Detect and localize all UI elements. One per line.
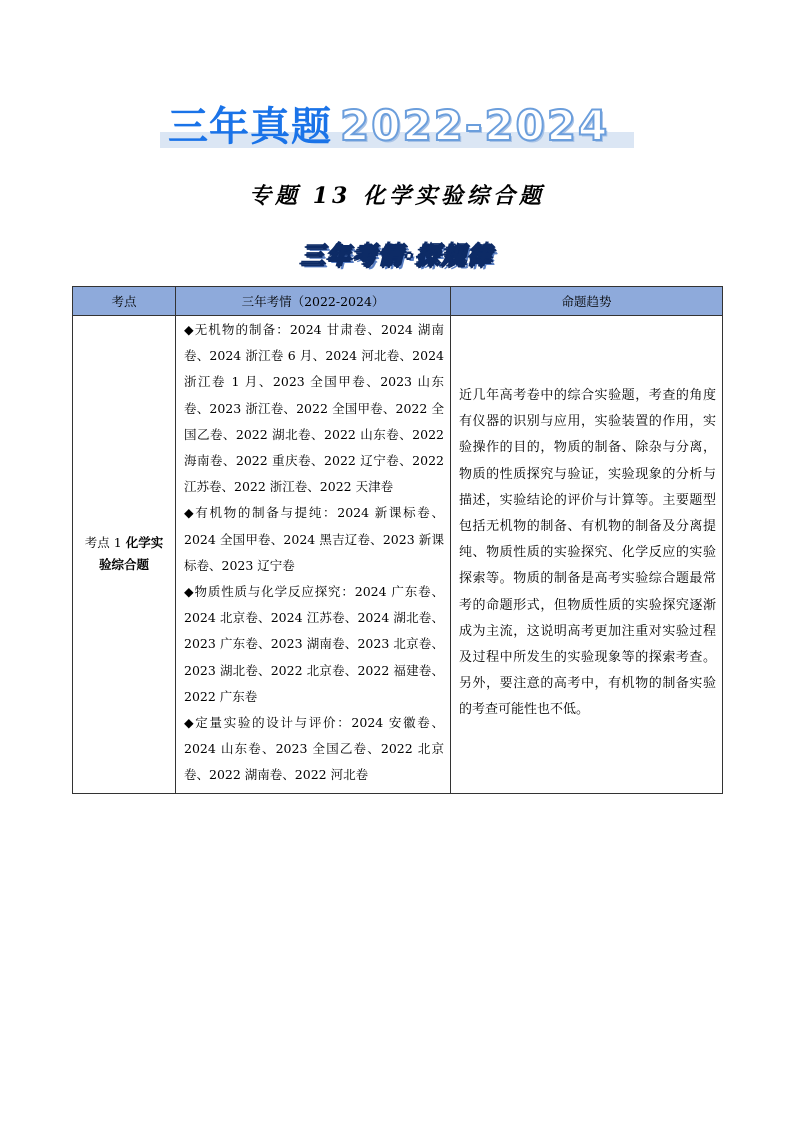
trend-cell: 近几年高考卷中的综合实验题，考查的角度有仪器的识别与应用，实验装置的作用，实验操作的目的，物质的制备、除杂与分离，物质的性质探究与验证，实验现象的分析与描述，实验结论的评价与计算等。主要题型包括无机物的制备、有机物的制备及分离提纯、物质性质的实验探究、化学反应的实验探索等。物质的制备是高考实验综合题最常考的命题形式，但物质性质的实验探究逐渐成为主流，这说明高考更加注重对实验过程及过程中所发生的实验现象等的探索考查。另外，要注意的高考中，有机物的制备实验的考查可能性也不低。 (451, 316, 723, 794)
kaodian-cell (73, 316, 176, 794)
situation-item-quantitative: ◆定量实验的设计与评价：2024 安徽卷、2024 山东卷、2023 全国乙卷、2022 北京卷、2022 湖南卷、2022 河北卷 (184, 715, 444, 783)
exam-analysis-table (72, 286, 723, 794)
situation-item-property: ◆物质性质与化学反应探究：2024 广东卷、2024 北京卷、2024 江苏卷、2024 湖北卷、2023 广东卷、2023 湖南卷、2023 北京卷、2023 湖北卷、2022 北京卷、2022 福建卷、2022 广东卷 (184, 584, 444, 704)
header-kaodian: 考点 (73, 287, 176, 316)
situation-cell (176, 316, 451, 794)
section-heading (0, 236, 794, 271)
banner-title-cn: 三年真题 (168, 104, 332, 150)
table-header-row (73, 287, 723, 316)
header-situation: 三年考情（2022-2024） (176, 287, 451, 316)
kaodian-prefix: 考点 1 (84, 535, 126, 551)
table-row (73, 316, 723, 794)
title-banner (160, 100, 634, 152)
situation-item-organic: ◆有机物的制备与提纯：2024 新课标卷、2024 全国甲卷、2024 黑吉辽卷、2023 新课标卷、2023 辽宁卷 (184, 505, 444, 573)
topic-subtitle: 专题 13 化学实验综合题 (249, 183, 545, 209)
header-trend: 命题趋势 (451, 287, 723, 316)
situation-item-inorganic: ◆无机物的制备：2024 甘肃卷、2024 湖南卷、2024 浙江卷 6 月、2024 河北卷、2024 浙江卷 1 月、2023 全国甲卷、2023 山东卷、2023 浙江卷、2022 全国甲卷、2022 全国乙卷、2022 湖北卷、2022 山东卷、2022 海南卷、2022 重庆卷、2022 辽宁卷、2022 江苏卷、2022 浙江卷、2022 天津卷 (184, 322, 444, 495)
banner-title (168, 102, 609, 151)
banner-title-years: 2022-2024 (340, 101, 610, 150)
section-heading-text: 三年考情·探规律 (300, 242, 494, 270)
kaodian-name: 化学实验综合题 (98, 535, 164, 573)
